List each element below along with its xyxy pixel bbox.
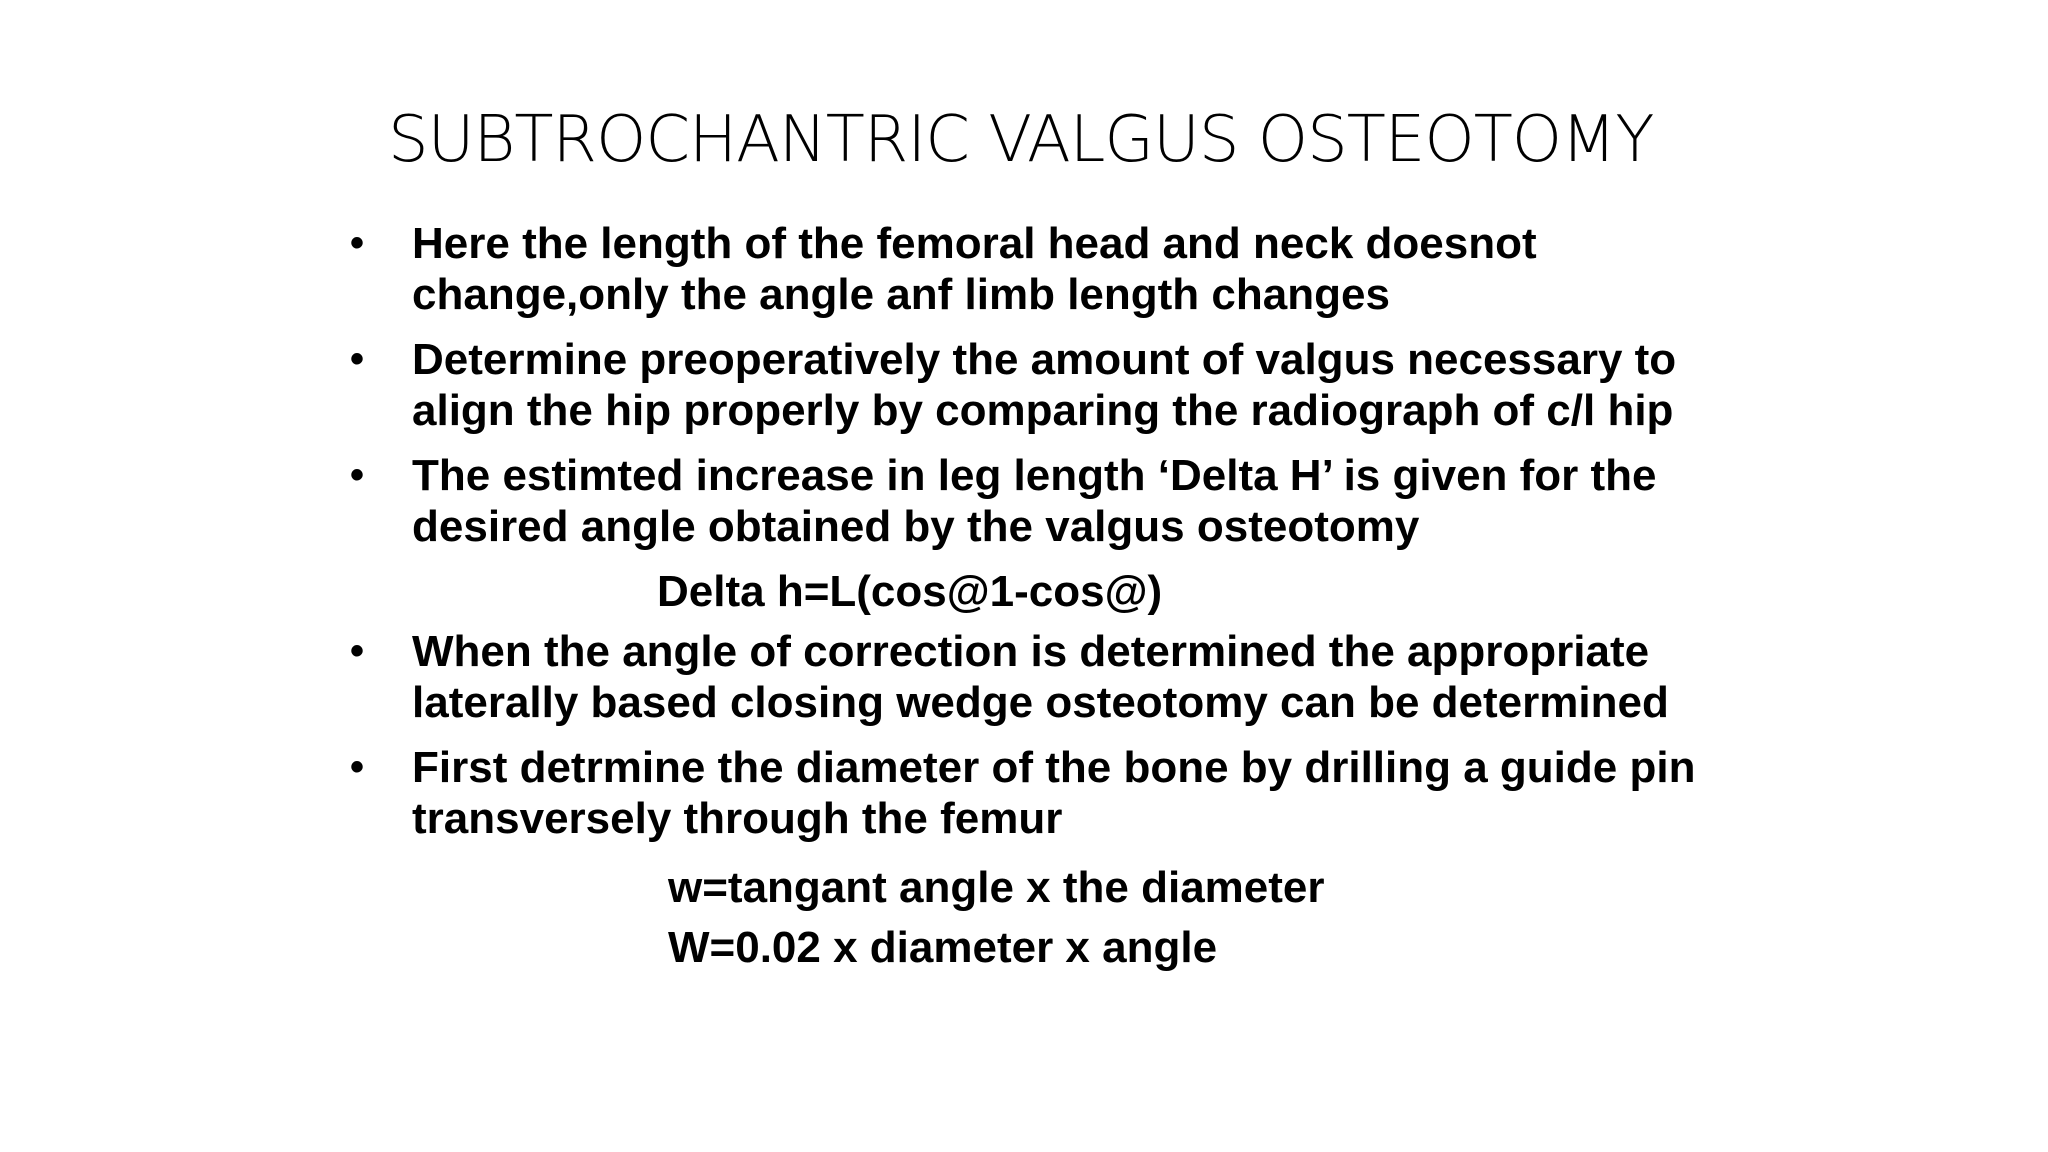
bullet-icon: • <box>350 453 365 497</box>
slide-body <box>350 218 1730 978</box>
bullet-item <box>350 450 1730 552</box>
slide-title: SUBTROCHANTRIC VALGUS OSTEOTOMY <box>388 103 1654 177</box>
bullet-text: When the angle of correction is determined the appropriate laterally based closing wedge osteotomy can be determined <box>412 627 1669 727</box>
formula-wedge-width: w=tangant angle x the diameter <box>668 863 1325 912</box>
bullet-text: Determine preoperatively the amount of valgus necessary to align the hip properly by comparing the radiograph of c/l hip <box>412 335 1677 435</box>
bullet-icon: • <box>350 745 365 789</box>
bullet-text: Here the length of the femoral head and neck doesnot change,only the angle anf limb length changes <box>412 219 1537 319</box>
bullet-item <box>350 742 1730 844</box>
formula-delta-h: Delta h=L(cos@1-cos@) <box>657 567 1163 616</box>
bullet-item <box>350 334 1730 436</box>
bullet-icon: • <box>350 337 365 381</box>
formula-wedge-width-approx: W=0.02 x diameter x angle <box>668 923 1218 972</box>
bullet-text: The estimted increase in leg length ‘Delta H’ is given for the desired angle obtained by the valgus osteotomy <box>412 451 1657 551</box>
bullet-item <box>350 218 1730 320</box>
bullet-icon: • <box>350 629 365 673</box>
bullet-icon: • <box>350 221 365 265</box>
bullet-item <box>350 626 1730 728</box>
bullet-text: First detrmine the diameter of the bone by drilling a guide pin transversely through the femur <box>412 743 1696 843</box>
